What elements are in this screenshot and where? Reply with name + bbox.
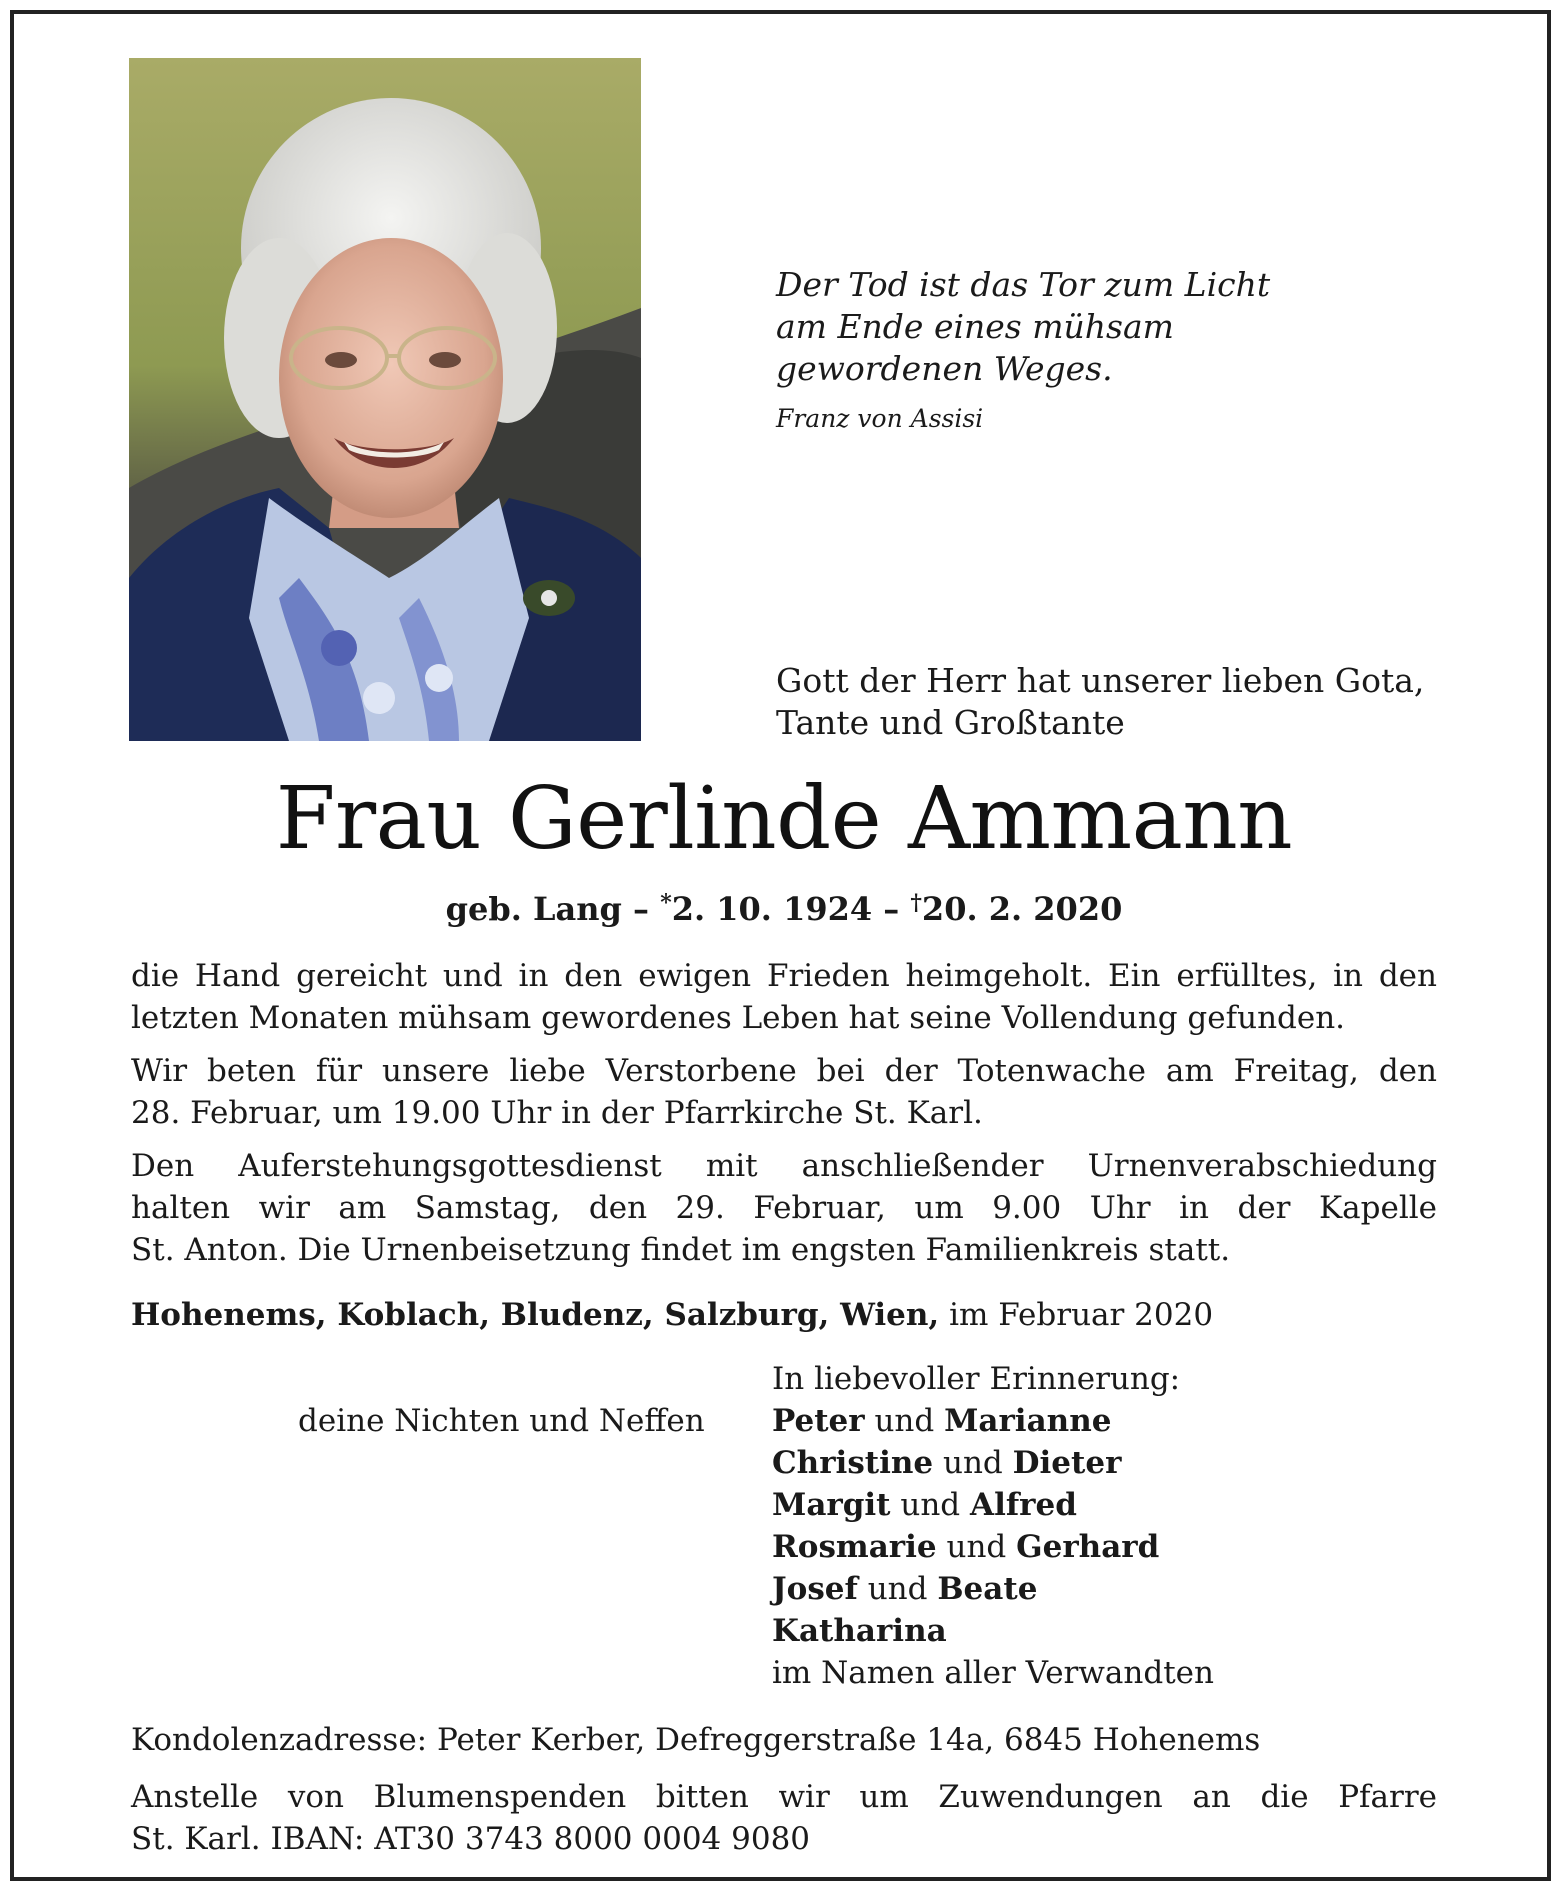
mourner-row (772, 1610, 1159, 1652)
intro-line: Gott der Herr hat unserer lieben Gota, (776, 661, 1425, 700)
mourner-first: Rosmarie (772, 1529, 937, 1565)
donation-line: St. Karl. IBAN: AT30 3743 8000 0004 9080 (131, 1821, 811, 1857)
mourner-joiner: und (874, 1403, 935, 1439)
mourner-row (772, 1526, 1159, 1568)
place-date: im Februar 2020 (949, 1297, 1214, 1333)
intro-text (776, 660, 1476, 744)
paragraph-passing (131, 955, 1437, 1039)
paragraph-line: 28. Februar, um 19.00 Uhr in der Pfarrkirche St. Karl. (131, 1095, 983, 1131)
mourner-joiner: und (867, 1571, 928, 1607)
birth-name: geb. Lang (445, 890, 622, 928)
date-separator: – (883, 890, 900, 928)
mourner-row (772, 1484, 1159, 1526)
mourner-group-label: deine Nichten und Neffen (298, 1403, 705, 1439)
mourner-row (772, 1442, 1159, 1484)
intro-line: Tante und Großtante (776, 703, 1125, 742)
paragraph-line: halten wir am Samstag, den 29. Februar, um 9.00 Uhr in der Kapelle (131, 1190, 1437, 1226)
mourner-joiner: und (900, 1487, 961, 1523)
mourner-row (772, 1568, 1159, 1610)
quote (776, 264, 1476, 390)
mourner-second: Marianne (944, 1403, 1112, 1439)
place-and-date (131, 1294, 1213, 1336)
paragraph-line: St. Anton. Die Urnenbeisetzung findet im engsten Familienkreis statt. (131, 1232, 1231, 1268)
date-separator: – (633, 890, 650, 928)
born-symbol: * (660, 890, 672, 916)
mourner-joiner: und (943, 1445, 1003, 1481)
paragraph-line: Den Auferstehungsgottesdienst mit anschließender Urnenverabschiedung (131, 1148, 1437, 1184)
mourner-second: Beate (937, 1571, 1038, 1607)
mourner-first: Margit (772, 1487, 891, 1523)
mourner-second: Alfred (970, 1487, 1077, 1523)
mourner-first: Christine (772, 1445, 934, 1481)
mourner-row (772, 1400, 1159, 1442)
quote-line: gewordenen Weges. (776, 349, 1113, 388)
donation-line: Anstelle von Blumenspenden bitten wir um Zuwendungen an die Pfarre (131, 1779, 1437, 1815)
condolence-address: Kondolenzadresse: Peter Kerber, Defreggerstraße 14a, 6845 Hohenems (131, 1722, 1261, 1758)
donation-note (131, 1776, 1437, 1860)
mourner-list (772, 1400, 1159, 1652)
mourner-second: Dieter (1012, 1445, 1122, 1481)
place-towns: Hohenems, Koblach, Bludenz, Salzburg, Wien, (131, 1297, 940, 1333)
paragraph-wake (131, 1050, 1437, 1134)
mourner-first: Josef (772, 1571, 858, 1607)
mourner-first: Katharina (772, 1613, 947, 1649)
quote-line: Der Tod ist das Tor zum Licht (776, 265, 1271, 304)
paragraph-service (131, 1145, 1437, 1271)
deceased-name: Frau Gerlinde Ammann (275, 769, 1293, 869)
mourner-second: Gerhard (1016, 1529, 1160, 1565)
death-date: 20. 2. 2020 (921, 890, 1123, 928)
paragraph-line: Wir beten für unsere liebe Verstorbene bei der Totenwache am Freitag, den (131, 1053, 1437, 1089)
paragraph-line: die Hand gereicht und in den ewigen Frieden heimgeholt. Ein erfülltes, in den (131, 958, 1437, 994)
portrait-photo (129, 58, 641, 741)
life-dates (0, 886, 1568, 932)
mourner-joiner: und (946, 1529, 1007, 1565)
paragraph-line: letzten Monaten mühsam gewordenes Leben hat seine Vollendung gefunden. (131, 1000, 1346, 1036)
died-symbol: † (910, 890, 922, 916)
relatives-closing: im Namen aller Verwandten (772, 1655, 1214, 1691)
quote-line: am Ende eines mühsam (776, 307, 1174, 346)
birth-date: 2. 10. 1924 (671, 890, 873, 928)
mourner-first: Peter (772, 1403, 865, 1439)
memory-heading: In liebevoller Erinnerung: (772, 1361, 1181, 1397)
quote-author: Franz von Assisi (776, 404, 984, 433)
